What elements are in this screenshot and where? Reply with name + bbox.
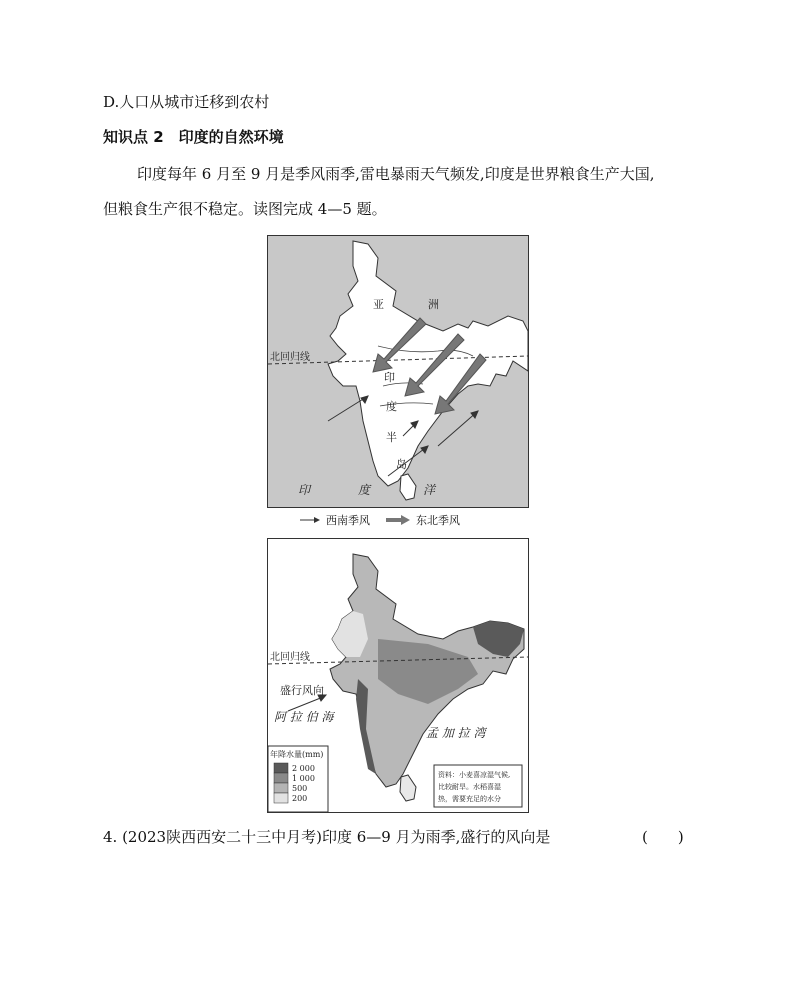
label-ocean-3: 洋 <box>423 483 436 497</box>
label-asia-1: 亚 <box>373 298 384 311</box>
label-arabian-sea: 阿 拉 伯 海 <box>274 710 334 724</box>
india-landmass <box>328 241 528 486</box>
section-title: 知识点 2 印度的自然环境 <box>103 128 284 146</box>
legend-title: 年降水量(mm) <box>270 750 324 759</box>
option-d: D.人口从城市迁移到农村 <box>103 93 270 111</box>
legend-northeast: 东北季风 <box>416 514 460 527</box>
zone-dry <box>332 611 368 657</box>
intro-line-1: 印度每年 6 月至 9 月是季风雨季,雷电暴雨天气频发,印度是世界粮食生产大国, <box>137 165 655 183</box>
answer-parentheses: ( ) <box>642 828 684 846</box>
legend-value: 2 000 <box>292 764 315 773</box>
label-peninsula-2: 岛 <box>396 458 407 471</box>
legend-value: 200 <box>292 794 308 803</box>
note-box <box>434 765 522 807</box>
label-bay-of-bengal: 孟 加 拉 湾 <box>426 726 486 740</box>
thick-arrow-icon <box>386 515 410 525</box>
rainfall-legend <box>268 746 328 812</box>
sri-lanka <box>400 775 416 801</box>
label-ocean-1: 印 <box>298 483 311 497</box>
note-line: 资料：小麦喜凉湿气候, <box>438 771 511 779</box>
legend-value: 500 <box>292 784 308 793</box>
monsoon-legend <box>300 512 460 528</box>
label-wind: 盛行风向 <box>280 684 324 697</box>
question-4: 4. (2023陕西西安二十三中月考)印度 6—9 月为雨季,盛行的风向是 <box>103 828 551 846</box>
label-ocean-2: 度 <box>358 483 371 497</box>
intro-line-2: 但粮食生产很不稳定。读图完成 4—5 题。 <box>103 200 387 218</box>
note-line: 热，需要充足的水分 <box>438 795 501 803</box>
monsoon-map <box>267 235 529 508</box>
label-peninsula-1: 半 <box>386 431 397 444</box>
rainfall-map <box>267 538 529 813</box>
label-tropic: 北回归线 <box>270 652 310 663</box>
thin-arrow-icon <box>300 516 320 524</box>
prevailing-wind-arrow <box>288 695 326 711</box>
legend-southwest: 西南季风 <box>326 514 370 527</box>
note-line: 比较耐旱。水稻喜湿 <box>438 783 501 791</box>
legend-value: 1 000 <box>292 774 315 783</box>
label-tropic: 北回归线 <box>270 352 310 363</box>
label-india-2: 度 <box>386 400 397 413</box>
sri-lanka <box>400 474 416 500</box>
label-india-1: 印 <box>384 371 395 384</box>
label-asia-2: 洲 <box>428 298 439 311</box>
